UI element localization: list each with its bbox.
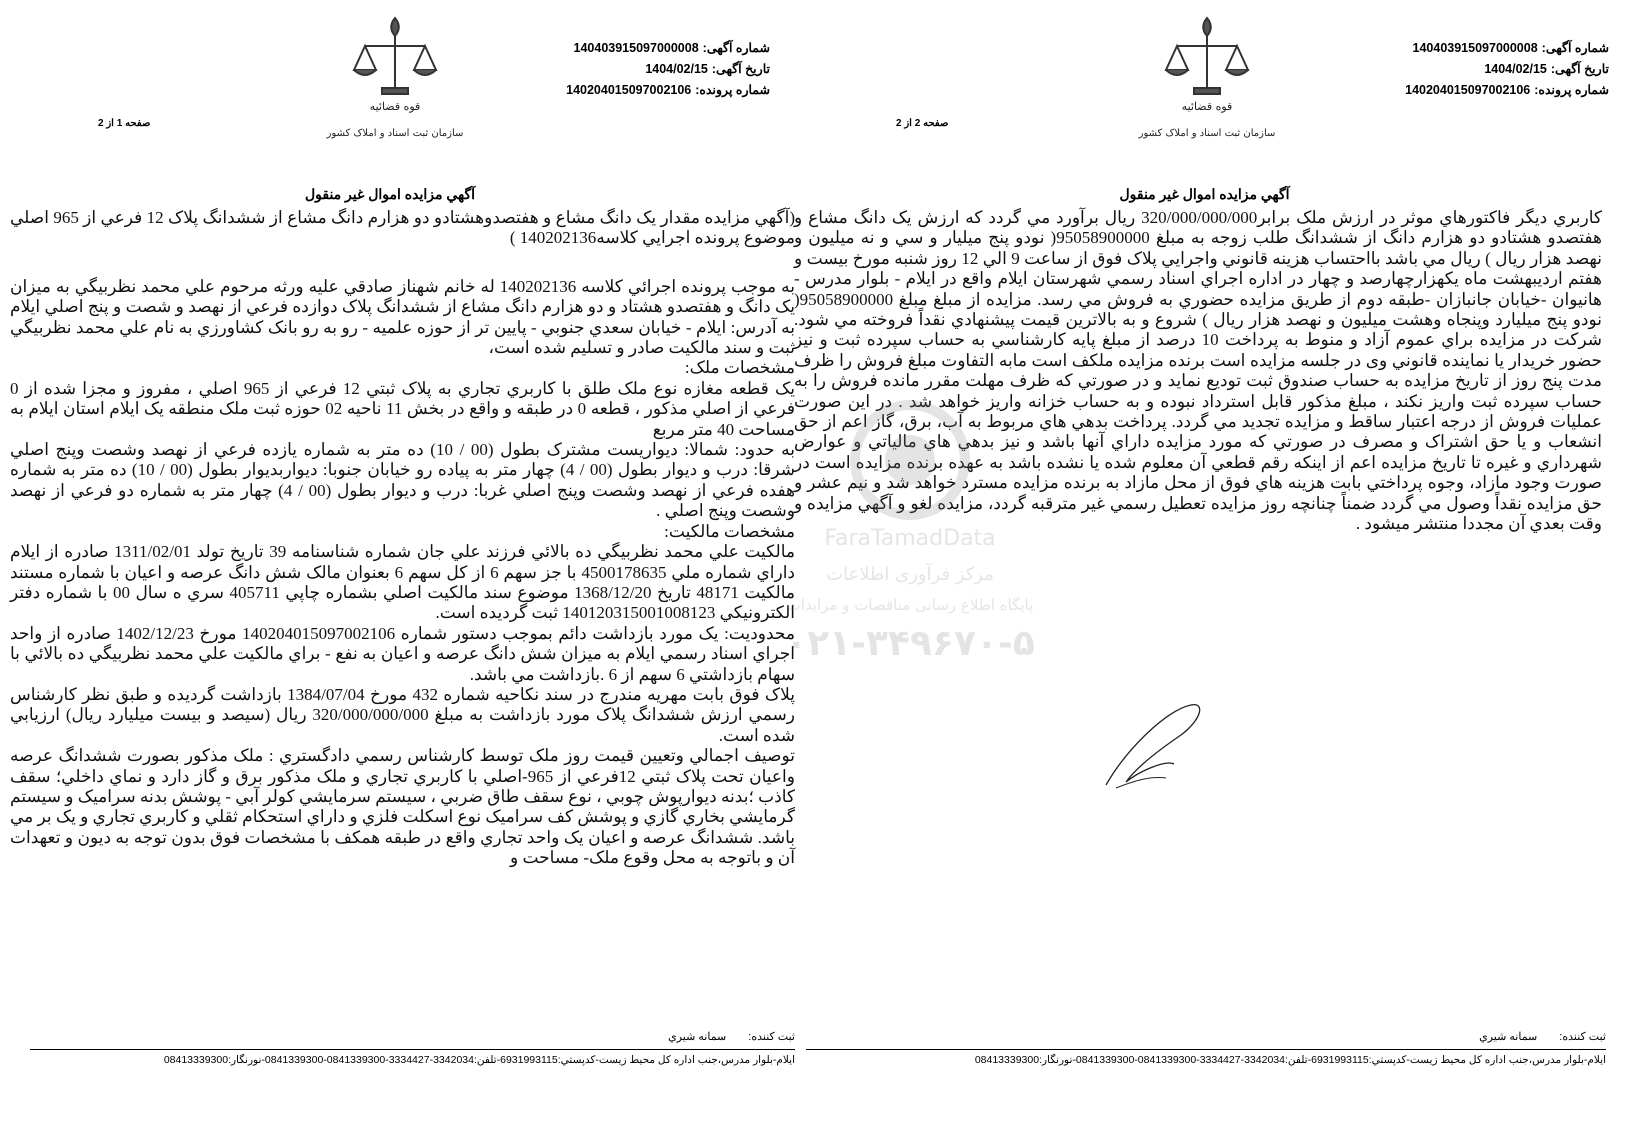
seizure-details: پلاک فوق بابت مهريه مندرج در سند نکاحيه شماره 432 مورخ 1384/07/04 بازداشت گرديده و طبق نظر کارشناس رسمي ارزش ششدانگ پلاک مورد بازداشت به مبلغ 320/000/000/000 ريال (سيصد و بيست ميليارد ريال) ارزيابي شده است. xyxy=(10,684,795,745)
page-indicator: صفحه 2 از 2 xyxy=(896,118,949,129)
judiciary-emblem-icon xyxy=(1138,10,1276,150)
auction-terms-paragraph: کاربري ديگر فاکتورهاي موثر در ارزش ملک برابر320/000/000/000 ريال برآورد مي گردد که ارزش يک دانگ مشاع و هفتصدو هشتادو دو هزارم دانگ از ششدانگ طلب زوجه به مبلغ 95058900000( نودو پنج ميليار و سي و نه ميليون و نهصد هزار ريال ) ريال مي باشد بااحتساب هزينه قانوني واجرايي پلاک فوق از ساعت 9 الي 12 روز شنبه مورخ بيست و هفتم ارديبهشت ماه يکهزارچهارصد و چهار در اداره اجراي اسناد رسمي شهرستان ايلام واقع در ايلام - بلوار مدرس - هانيوان -خيابان جانبازان -طبقه دوم از طريق مزايده حضوري به فروش مي رسد. مزايده از مبلغ مبلغ 95058900000( نودو پنج ميليارد وپنجاه وهشت ميليون و نهصد هزار ريال ) شروع و به بالاترين قيمت پيشنهادي نقداً فروخته مي شود. شرکت در مزايده براي عموم آزاد و منوط به پرداخت 10 درصد از مبلغ پايه کارشناسي به حساب سپرده ثبت و نيز حضور خريدار يا نماينده قانوني وی در جلسه مزايده است برنده مزايده ملکف است مابه التفاوت مبلغ فروش را ظرف مدت پنج روز از تاريخ مزايده به حساب صندوق ثبت توديع نمايد و در صورتي که ظرف مهلت مقرر مانده فروش را به حساب سپرده ثبت واريز نکند ، مبلغ مذکور قابل استرداد نبوده و به حساب خزانه واريز خواهد شد . در اين صورت عمليات فروش از درجه اعتبار ساقط و مزايده تجديد مي گردد. پرداخت بدهي هاي مربوط به آب، برق، گاز اعم از حق انشعاب و يا حق اشتراک و مصرف در صورتي که مورد مزايده داراي آنها باشد و نيز بدهي هاي مالياتي و عوارض شهرداري و غيره تا تاريخ مزايده اعم از اينکه رقم قطعي آن معلوم شده يا نشده باشد به عهده برنده مزايده است در صورت وجود مازاد، وجوه پرداختي بابت هزينه هاي فوق از محل مازاد به برنده مزايده مسترد خواهد شد و نيم عشر و حق مزايده نقداً وصول مي گردد ضمناً چنانچه روز مزايده تعطيل رسمي غير مترقبه گردد، مزايده لغو و آگهي مزايده و وقت بعدي آن مجددا منتشر ميشود . xyxy=(794,208,1603,534)
property-specs-heading: مشخصات ملک: xyxy=(684,358,795,378)
notice-number: 140403915097000008 xyxy=(573,41,699,55)
page-footer xyxy=(806,1030,1606,1066)
registrar-name: سمانه شيري xyxy=(1479,1031,1538,1043)
notice-number-label: شماره آگهی: xyxy=(702,41,770,55)
registrar xyxy=(806,1030,1606,1043)
notice-body xyxy=(794,208,1602,535)
restriction-details: محدوديت: يک مورد بازداشت دائم بموجب دستور شماره 140204015097002106 مورخ 1402/12/23 صادره از واحد اجراي اسناد رسمي ايلام به ميزان شش دانگ عرصه و اعيان به نفع - براي مالکيت علي محمد نظربيگي ده بالائي با سهام بازداشتي 6 سهم از 6 .بازداشت مي باشد. xyxy=(10,623,796,684)
ownership-details: مالکيت علي محمد نظربيگي ده بالائي فرزند علي جان شماره شناسنامه 39 تاريخ تولد 1311/02/01 صادره از ايلام داراي شماره ملي 4500178635 با جز سهم 6 از کل سهم 6 بعنوان مالک شش دانگ عرصه و اعيان با شماره مستند مالکيت 48171 تاريخ 1368/12/20 موضوع سند مالکيت اصلي بشماره چاپي 405711 سري ه سال 00 با شماره دفتر الکترونيکي 140120315001008123 ثبت گرديده است. xyxy=(10,542,795,623)
case-number: 140204015097002106 xyxy=(1405,83,1531,97)
judiciary-emblem-icon xyxy=(326,10,464,150)
notice-meta xyxy=(566,38,770,101)
notice-title: آگهي مزايده اموال غير منقول xyxy=(304,186,476,202)
valuation-details: توصيف اجمالي وتعيين قيمت روز ملک توسط کارشناس رسمي دادگستري : ملک مذکور بصورت ششدانگ عرصه واعيان تحت پلاک ثبتي 12فرعي از 965-اصلي با کاربري تجاري و ملک مذکور برق و گاز دارد و نماي داخلي؛ سقف کاذب ؛بدنه ديوارپوش چوبي ، نوع سقف طاق ضربي ، سيستم سرمايشي کولر آبي - پوشش بدنه سراميک و سيستم گرمايشي بخاري گازي و پوشش کف سراميک نوع اسکلت فلزي و داراي استحکام ثقلي و کاربري تجاري و يک بر مي باشد. ششدانگ عرصه و اعيان يک واحد تجاري واقع در طبقه همکف با مشخصات فوق بدون توجه به ديون و تعهدات آن و باتوجه به محل وقوع ملک- مساحت و xyxy=(9,746,795,868)
office-address: ايلام-بلوار مدرس،جنب اداره کل محيط زيست-کدپستي:6931993115-تلفن:3342034-3334427-0841339300-0841339300-نورنگار:08413339300 xyxy=(974,1054,1606,1066)
notice-date-label: تاریخ آگهی: xyxy=(1550,62,1609,76)
org-name: سازمان ثبت اسناد و املاک کشور xyxy=(326,128,464,139)
notice-meta xyxy=(1405,38,1609,101)
watermark-phone: ۰۲۱-۳۴۹۶۷۰-۵ xyxy=(785,623,1035,664)
org-name: سازمان ثبت اسناد و املاک کشور xyxy=(1138,128,1276,139)
watermark-brand: FaraTamadData xyxy=(824,526,996,551)
notice-date: 1404/02/15 xyxy=(1484,62,1547,76)
notice-date-row xyxy=(566,59,770,80)
case-number: 140204015097002106 xyxy=(566,83,692,97)
page-footer xyxy=(30,1030,795,1066)
notice-title: آگهي مزايده اموال غير منقول xyxy=(1119,186,1290,202)
emblem-text: قوه قضائیه xyxy=(1181,100,1233,113)
notice-date-row xyxy=(1405,59,1609,80)
emblem-text: قوه قضائیه xyxy=(369,100,421,113)
office-address: ايلام-بلوار مدرس،جنب اداره کل محيط زيست-کدپستي:6931993115-تلفن:3342034-3334427-0841339300-0841339300-نورنگار:08413339300 xyxy=(163,1054,795,1066)
notice-number-row xyxy=(1405,38,1609,59)
notice-number-row xyxy=(566,38,770,59)
notice-page-1 xyxy=(0,0,800,1142)
signature-icon xyxy=(1096,690,1216,800)
case-number-label: شماره پرونده: xyxy=(1534,83,1609,97)
registrar-label: ثبت کننده: xyxy=(748,1031,795,1043)
notice-page-2 xyxy=(794,0,1633,1142)
case-number-row xyxy=(1405,80,1609,101)
watermark-line2: پایگاه اطلاع رسانی مناقصات و مزایدات xyxy=(786,596,1034,614)
page-indicator: صفحه 1 از 2 xyxy=(98,118,151,129)
case-paragraph: به موجب پرونده اجرائي کلاسه 140202136 له خانم شهناز صادقي عليه ورثه مرحوم علي محمد نظربيگي به ميزان يک دانگ و هفتصدو هشتاد و دو هزارم دانگ مشاع از ششدانگ پلاک دوازده فرعي از نهصد و شصت و پنج اصلي ايلام به آدرس: ايلام - خيابان سعدي جنوبي - پايين تر از حوزه علميه - رو به رو بانک کشاورزي به نام علي محمد نظربيگي ثبت و سند مالکيت صادر و تسليم شده است، xyxy=(10,276,795,358)
registrar-label: ثبت کننده: xyxy=(1559,1031,1606,1043)
notice-number: 140403915097000008 xyxy=(1412,41,1538,55)
notice-date: 1404/02/15 xyxy=(645,62,708,76)
registrar xyxy=(30,1030,795,1043)
property-boundaries: به حدود: شمالا: ديواريست مشترک بطول (00 / 10) ده متر به شماره يازده فرعي از نهصد وشصت وپنج اصلي شرقا: درب و ديوار بطول (00 / 4) چهار متر به پياده رو خيابان جنوبا: ديواربديوار بطول (00 / 10) ده متر به شماره هفده فرعي از نهصد وشصت وپنج اصلي غربا: درب و ديوار بطول (00 / 4) چهار متر به شماره دو فرعي از نهصد وشصت وپنج اصلي . xyxy=(10,440,796,521)
notice-date-label: تاریخ آگهی: xyxy=(711,62,770,76)
watermark-line1: مرکز فرآوری اطلاعات xyxy=(826,564,994,585)
case-number-label: شماره پرونده: xyxy=(695,83,770,97)
footer-divider xyxy=(806,1049,1606,1050)
subject-paragraph: (آگهي مزايده مقدار يک دانگ مشاع و هفتصدوهشتادو دو هزارم دانگ مشاع از ششدانگ پلاک 12 فرعي از 965 اصلي موضوع پرونده اجرايي کلاسه140202136 ) xyxy=(10,208,795,248)
notice-body xyxy=(10,208,795,869)
ownership-heading: مشخصات مالکيت: xyxy=(664,521,795,541)
case-number-row xyxy=(566,80,770,101)
footer-divider xyxy=(30,1049,795,1050)
property-description: يک قطعه مغازه نوع ملک طلق با کاربري تجاري به پلاک ثبتي 12 فرعي از 965 اصلي ، مفروز و مجزا شده از 0 فرعي از اصلي مذکور ، قطعه 0 در طبقه و واقع در بخش 11 ناحيه 02 حوزه ثبت ملک منطقه يک ايلام استان ايلام به مساحت 40 متر مربع xyxy=(10,378,795,439)
notice-number-label: شماره آگهی: xyxy=(1541,41,1609,55)
registrar-name: سمانه شيري xyxy=(668,1031,727,1043)
